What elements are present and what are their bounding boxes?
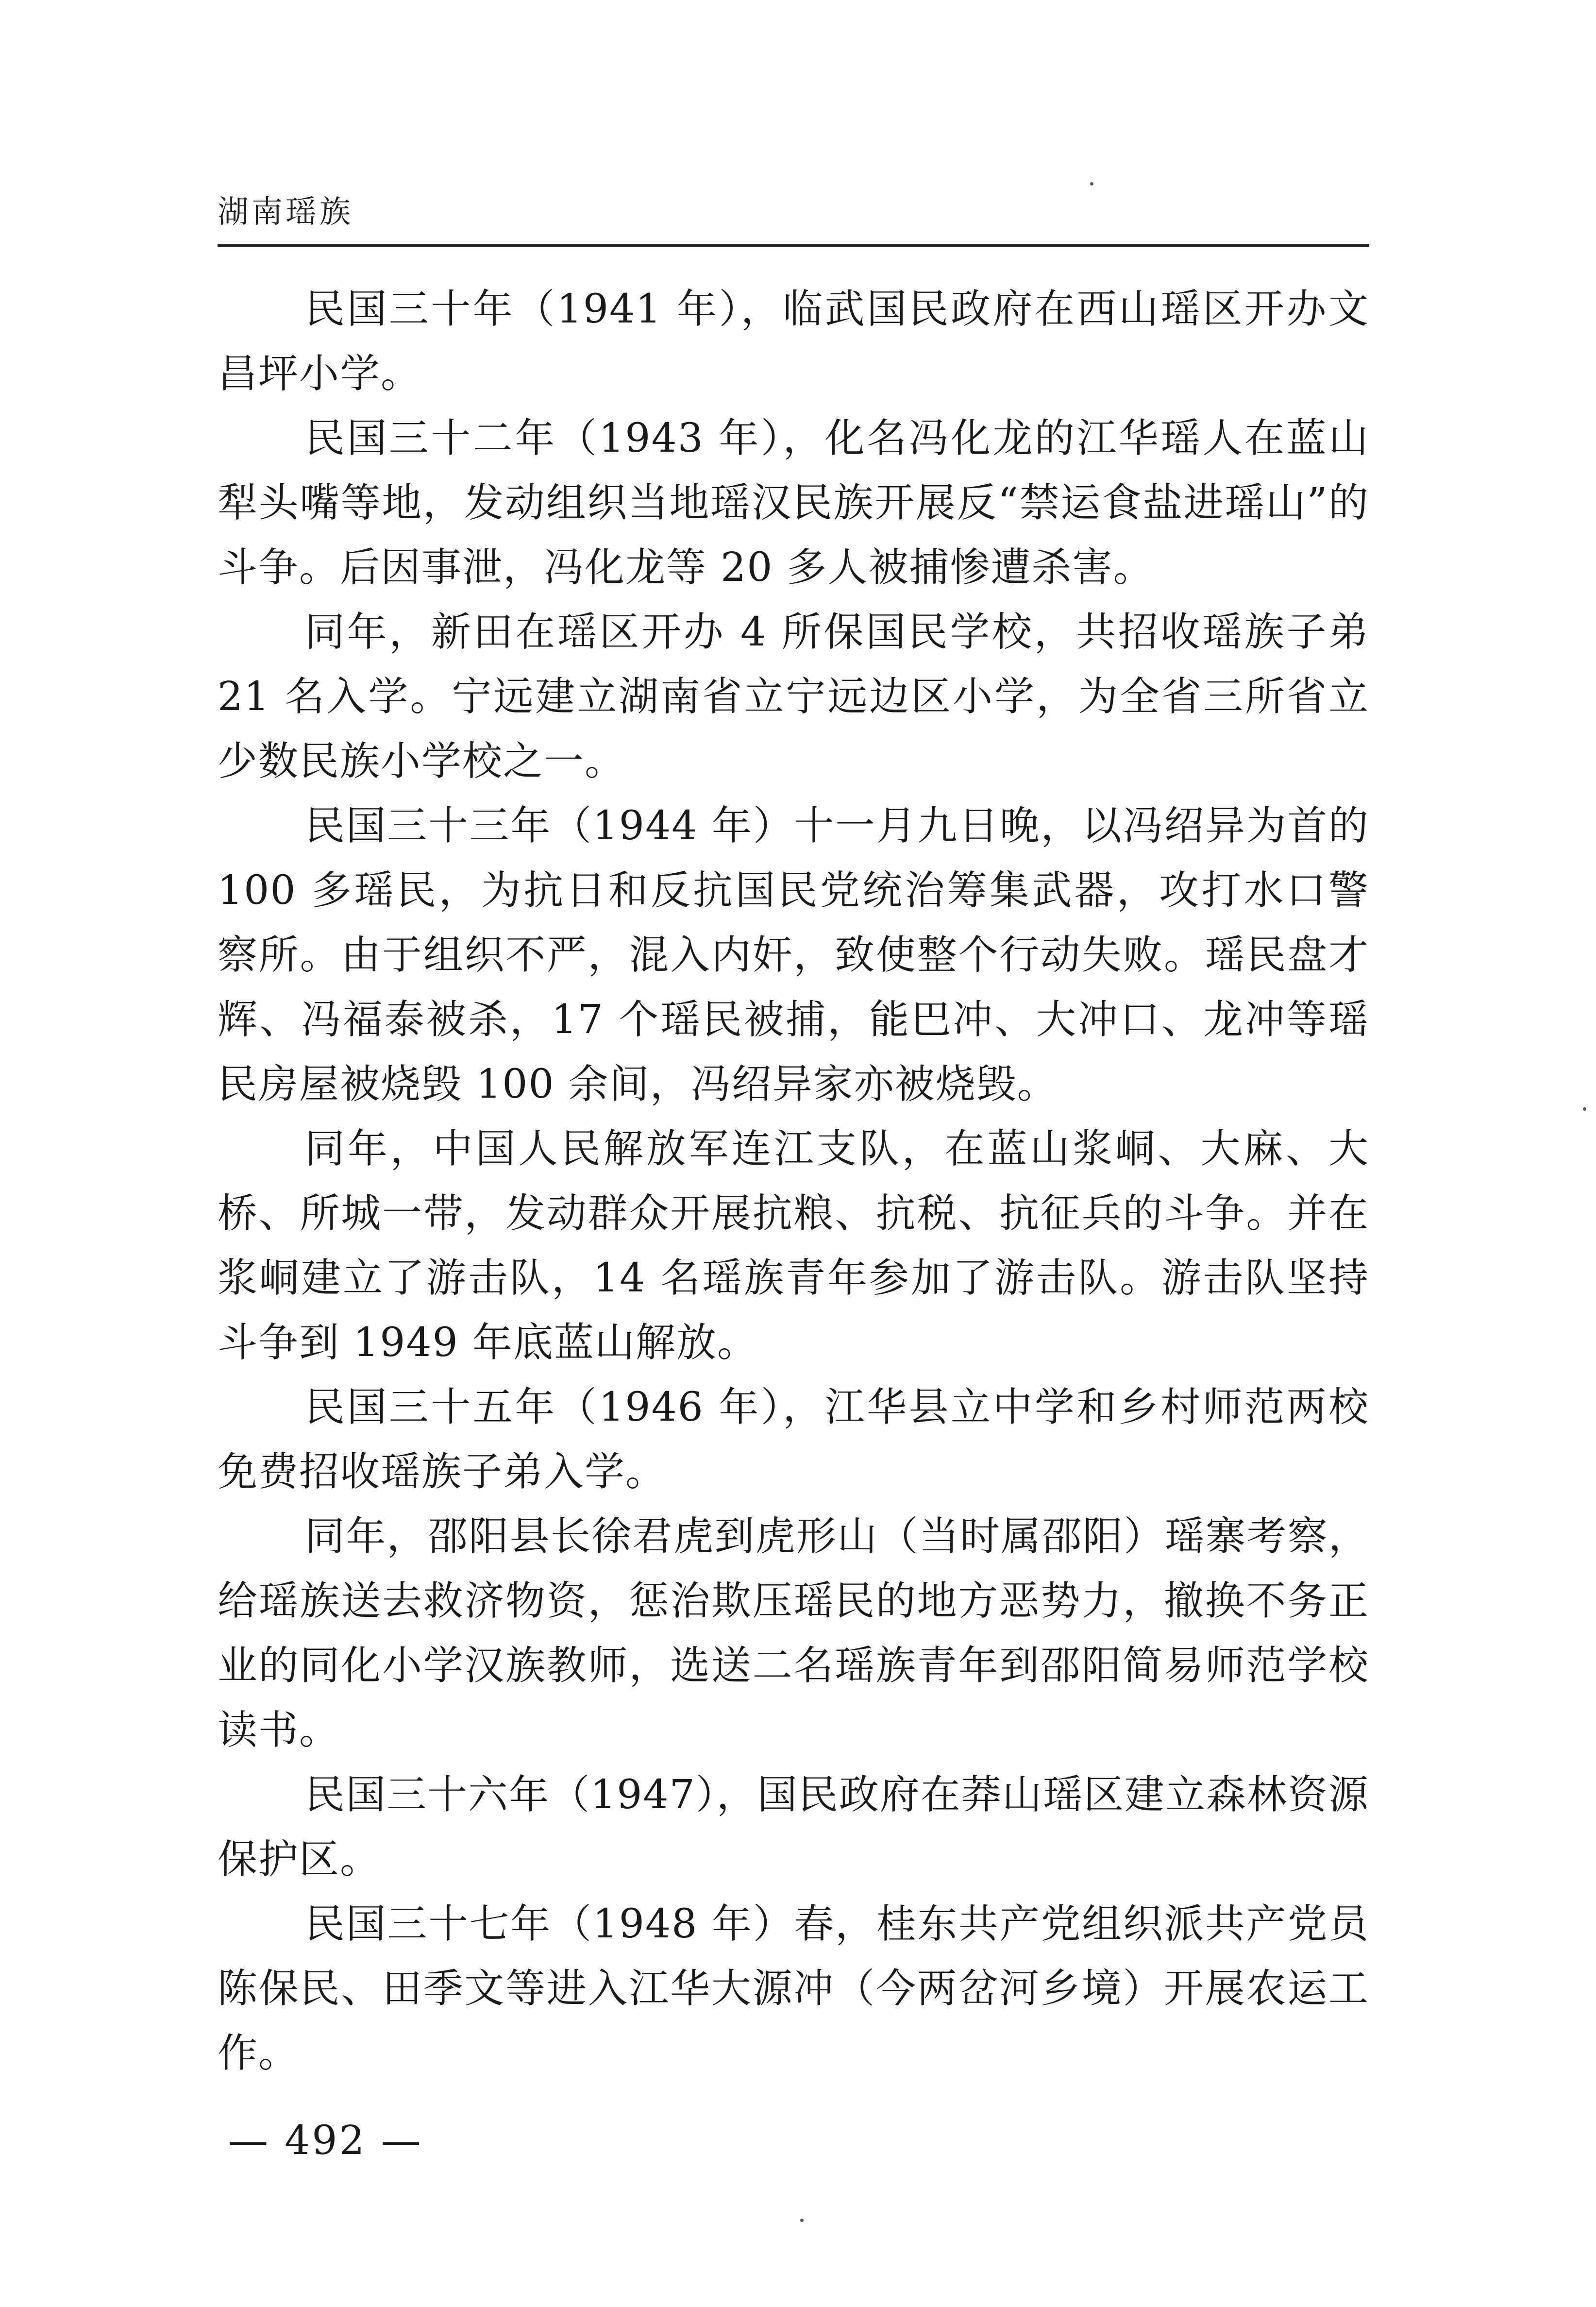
body-text [218, 277, 1369, 2086]
paragraph: 民国三十五年（1946 年），江华县立中学和乡村师范两校免费招收瑶族子弟入学。 [218, 1384, 1369, 1495]
running-header: 湖南瑶族 [218, 194, 353, 230]
paragraph: 民国三十七年（1948 年）春，桂东共产党组织派共产党员陈保民、田季文等进入江华大源冲（今两岔河乡境）开展农运工作。 [218, 1901, 1369, 2076]
paragraph: 同年，邵阳县长徐君虎到虎形山（当时属邵阳）瑶寨考察，给瑶族送去救济物资，惩治欺压瑶民的地方恶势力，撤换不务正业的同化小学汉族教师，选送二名瑶族青年到邵阳简易师范学校读书。 [218, 1513, 1369, 1753]
scan-speck [800, 2219, 804, 2222]
paragraph: 民国三十年（1941 年），临武国民政府在西山瑶区开办文昌坪小学。 [218, 286, 1369, 397]
paragraph: 民国三十二年（1943 年），化名冯化龙的江华瑶人在蓝山犁头嘴等地，发动组织当地瑶汉民族开展反“禁运食盐进瑶山”的斗争。后因事泄，冯化龙等 20 多人被捕惨遭杀害。 [218, 415, 1369, 591]
header-rule [218, 244, 1369, 247]
paragraph: 同年，新田在瑶区开办 4 所保国民学校，共招收瑶族子弟 21 名入学。宁远建立湖南省立宁远边区小学，为全省三所省立少数民族小学校之一。 [218, 609, 1369, 784]
scan-speck [1583, 1107, 1586, 1111]
paragraph: 同年，中国人民解放军连江支队，在蓝山浆峒、大麻、大桥、所城一带，发动群众开展抗粮、抗税、抗征兵的斗争。并在浆峒建立了游击队，14 名瑶族青年参加了游击队。游击队坚持斗争到 1949 年底蓝山解放。 [218, 1126, 1369, 1366]
scan-speck [1090, 182, 1093, 186]
paragraph: 民国三十三年（1944 年）十一月九日晚，以冯绍异为首的 100 多瑶民，为抗日和反抗国民党统治筹集武器，攻打水口警察所。由于组织不严，混入内奸，致使整个行动失败。瑶民盘才辉、冯福泰被杀，17 个瑶民被捕，能巴冲、大冲口、龙冲等瑶民房屋被烧毁 100 余间，冯绍异家亦被烧毁。 [218, 803, 1369, 1107]
paragraph: 民国三十六年（1947），国民政府在莽山瑶区建立森林资源保护区。 [218, 1772, 1369, 1883]
page-number: — 492 — [228, 2118, 423, 2164]
